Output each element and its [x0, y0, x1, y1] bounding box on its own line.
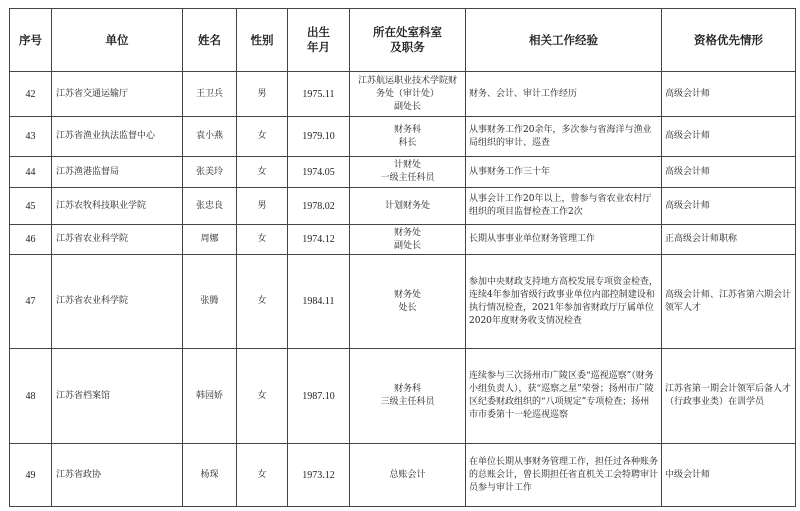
table-row — [10, 72, 796, 117]
cell-experience: 长期从事事业单位财务管理工作 — [466, 225, 662, 255]
cell-dept: 财务处 副处长 — [350, 225, 466, 255]
table-row — [10, 255, 796, 349]
cell-gender: 男 — [237, 188, 288, 225]
cell-name: 杨琛 — [183, 444, 237, 507]
cell-name: 张忠良 — [183, 188, 237, 225]
cell-gender: 女 — [237, 255, 288, 349]
cell-seq: 46 — [10, 225, 52, 255]
cell-unit: 江苏省渔业执法监督中心 — [52, 117, 183, 157]
header-dept: 所在处室科室 及职务 — [350, 9, 466, 72]
cell-gender: 女 — [237, 117, 288, 157]
cell-dept: 计划财务处 — [350, 188, 466, 225]
header-name: 姓名 — [183, 9, 237, 72]
cell-name: 张美玲 — [183, 157, 237, 188]
cell-experience: 参加中央财政支持地方高校发展专项资金检查，连续4年参加省级行政事业单位内部控制建设和执行情况检查，2021年参加省财政厅厅属单位2020年度财务收支情况检查 — [466, 255, 662, 349]
cell-qualification: 高级会计师 — [662, 188, 796, 225]
cell-qualification: 江苏省第一期会计领军后备人才（行政事业类）在训学员 — [662, 349, 796, 444]
cell-dept: 财务处 处长 — [350, 255, 466, 349]
cell-birth: 1987.10 — [288, 349, 350, 444]
cell-name: 袁小燕 — [183, 117, 237, 157]
cell-name: 韩园娇 — [183, 349, 237, 444]
cell-birth: 1975.11 — [288, 72, 350, 117]
header-seq: 序号 — [10, 9, 52, 72]
table-row — [10, 117, 796, 157]
personnel-table — [9, 8, 796, 507]
table-row — [10, 188, 796, 225]
cell-qualification: 高级会计师、江苏省第六期会计领军人才 — [662, 255, 796, 349]
cell-unit: 江苏省政协 — [52, 444, 183, 507]
table-row — [10, 157, 796, 188]
cell-dept: 江苏航运职业技术学院财 务处（审计处） 副处长 — [350, 72, 466, 117]
cell-unit: 江苏省档案馆 — [52, 349, 183, 444]
cell-unit: 江苏农牧科技职业学院 — [52, 188, 183, 225]
cell-name: 张腾 — [183, 255, 237, 349]
cell-seq: 45 — [10, 188, 52, 225]
cell-unit: 江苏省农业科学院 — [52, 225, 183, 255]
cell-birth: 1974.05 — [288, 157, 350, 188]
cell-seq: 47 — [10, 255, 52, 349]
cell-qualification: 高级会计师 — [662, 117, 796, 157]
cell-gender: 男 — [237, 72, 288, 117]
header-experience: 相关工作经验 — [466, 9, 662, 72]
cell-qualification: 高级会计师 — [662, 157, 796, 188]
cell-experience: 从事会计工作20年以上，曾参与省农业农村厅组织的项目监督检查工作2次 — [466, 188, 662, 225]
cell-gender: 女 — [237, 349, 288, 444]
cell-unit: 江苏渔港监督局 — [52, 157, 183, 188]
table-row — [10, 225, 796, 255]
cell-experience: 连续参与三次扬州市广陵区委“巡视巡察”（财务小组负责人），获“巡察之星”荣誉；扬州市广陵区纪委财政组织的“八项规定”专项检查；扬州市市委第十一轮巡视巡察 — [466, 349, 662, 444]
header-qualification: 资格优先情形 — [662, 9, 796, 72]
cell-unit: 江苏省农业科学院 — [52, 255, 183, 349]
cell-seq: 43 — [10, 117, 52, 157]
table-row — [10, 444, 796, 507]
header-birth: 出生 年月 — [288, 9, 350, 72]
cell-qualification: 高级会计师 — [662, 72, 796, 117]
cell-gender: 女 — [237, 157, 288, 188]
cell-qualification: 中级会计师 — [662, 444, 796, 507]
cell-dept: 财务科 科长 — [350, 117, 466, 157]
cell-experience: 从事财务工作三十年 — [466, 157, 662, 188]
cell-gender: 女 — [237, 225, 288, 255]
cell-name: 王卫兵 — [183, 72, 237, 117]
cell-seq: 49 — [10, 444, 52, 507]
cell-experience: 财务、会计、审计工作经历 — [466, 72, 662, 117]
cell-seq: 44 — [10, 157, 52, 188]
cell-birth: 1973.12 — [288, 444, 350, 507]
cell-birth: 1978.02 — [288, 188, 350, 225]
cell-name: 周娜 — [183, 225, 237, 255]
cell-qualification: 正高级会计师职称 — [662, 225, 796, 255]
cell-birth: 1979.10 — [288, 117, 350, 157]
cell-gender: 女 — [237, 444, 288, 507]
table-row — [10, 349, 796, 444]
cell-seq: 48 — [10, 349, 52, 444]
cell-dept: 计财处 一级主任科员 — [350, 157, 466, 188]
cell-dept: 总账会计 — [350, 444, 466, 507]
cell-birth: 1974.12 — [288, 225, 350, 255]
cell-seq: 42 — [10, 72, 52, 117]
cell-experience: 从事财务工作20余年，多次参与省海洋与渔业局组织的审计、巡查 — [466, 117, 662, 157]
header-unit: 单位 — [52, 9, 183, 72]
cell-dept: 财务科 三级主任科员 — [350, 349, 466, 444]
header-row — [10, 9, 796, 72]
cell-birth: 1984.11 — [288, 255, 350, 349]
header-gender: 性别 — [237, 9, 288, 72]
cell-experience: 在单位长期从事财务管理工作，担任过各种账务的总账会计，曾长期担任省直机关工会特聘审计员参与审计工作 — [466, 444, 662, 507]
cell-unit: 江苏省交通运输厅 — [52, 72, 183, 117]
